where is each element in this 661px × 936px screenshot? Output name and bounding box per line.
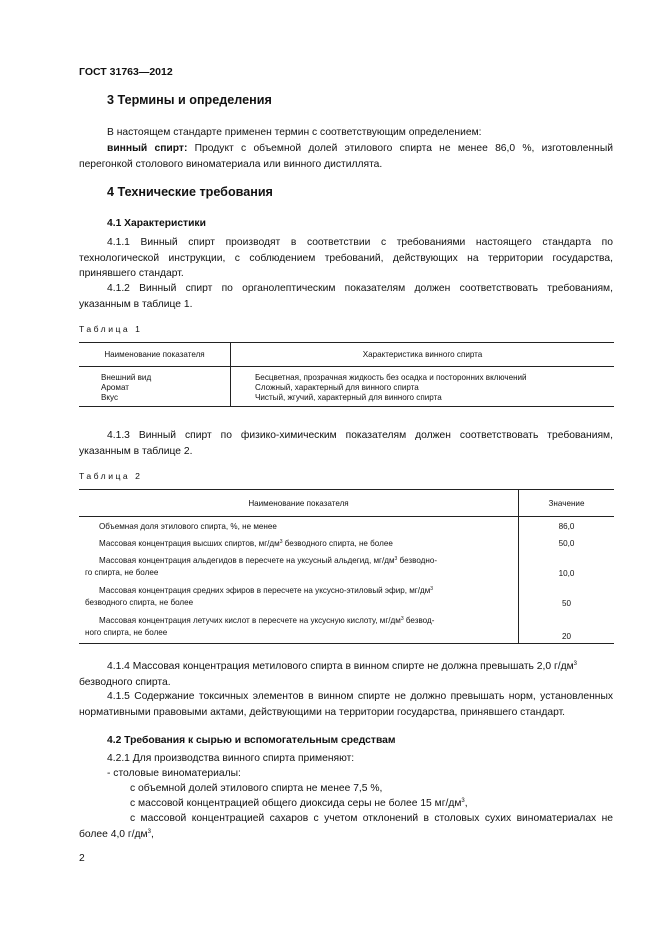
table-2-row-label-cont: безводного спирта, не более [282,539,393,548]
list-heading: - столовые виноматериалы: [107,768,241,779]
table-1-cell: Аромат [79,382,231,393]
list-item-text-end: , [464,798,468,809]
paragraph-4-1-4-text: 4.1.4 Массовая концентрация метилового спирта в винном спирте не должна превышать 2,0 г/дм [107,661,574,672]
section-4-2-title: 4.2 Требования к сырью и вспомогательным средствам [107,735,396,746]
table-2-row-label-cont: безвод- [403,616,435,625]
table-1-caption: Таблица 1 [79,324,143,334]
section-4-title: 4 Технические требования [107,185,273,199]
table-2-row-label: Массовая концентрация альдегидов в пересчете на уксусный альдегид, мг/дм [99,556,395,565]
list-item [130,796,468,812]
list-item-text-end: , [150,828,154,840]
superscript: 3 [573,661,578,667]
paragraph-4-1-3: 4.1.3 Винный спирт по физико-химическим показателям должен соответствовать требованиям, указанным в таблице 2. [79,430,613,457]
table-2-value: 50 [561,599,571,608]
list-item [79,811,613,842]
paragraph-4-1-5: 4.1.5 Содержание токсичных элементов в винном спирте не должно превышать норм, установленных нормативными правовыми актами, действующими на территории государства, принявшего стандарт. [79,691,613,718]
superscript: 3 [279,539,283,545]
table-1-header-indicator: Наименование показателя [79,343,231,367]
table-1-header-characteristic: Характеристика винного спирта [362,350,483,359]
superscript: 3 [430,586,434,592]
list-item-text: с массовой концентрацией общего диоксида серы не более 15 мг/дм [130,798,462,809]
paragraph-4-1-4 [79,659,613,690]
table-2-row-label-line2: го спирта, не более [85,567,159,577]
paragraph-4-1-1: 4.1.1 Винный спирт производят в соответствии с требованиями настоящего стандарта по технологической инструкции, с соблюдением требований, действующих на территории государства, принявшего стандарт. [79,237,613,279]
table-1-cell: Внешний вид [79,367,231,383]
table-2-row-label: Объемная доля этилового спирта, %, не менее [99,522,277,531]
table-2-header-value: Значение [548,498,585,508]
table-1-cell: Сложный, характерный для винного спирта [255,383,419,392]
table-2-row-label: Массовая концентрация высших спиртов, мг/дм [99,539,280,548]
table-1-cell: Чистый, жгучий, характерный для винного спирта [255,393,442,402]
table-2-row-label: Массовая концентрация летучих кислот в пересчете на уксусную кислоту, мг/дм [99,616,401,625]
table-2-row-label-line2: безводного спирта, не более [85,597,194,607]
paragraph-4-1-4-text-cont: безводного спирта. [79,676,171,688]
superscript: 3 [461,798,465,804]
table-2-header-indicator: Наименование показателя [79,490,519,517]
table-2-row-label-cont: безводно- [397,556,438,565]
table-2-row-label: Массовая концентрация средних эфиров в пересчете на уксусно-этиловый эфир, мг/дм [99,586,431,595]
page-number: 2 [79,853,85,864]
list-item-text: с массовой концентрацией сахаров с учетом отклонений в столовых сухих виноматериалах не более 4,0 г/дм [79,813,613,840]
paragraph-4-1-2: 4.1.2 Винный спирт по органолептическим показателям должен соответствовать требованиям, указанным в таблице 1. [79,283,613,310]
table-row [79,554,519,584]
term: винный спирт: [107,143,188,154]
table-row [79,535,519,554]
table-2-value: 50,0 [558,539,575,548]
table-2-caption: Таблица 2 [79,471,143,481]
table-2-value: 86,0 [558,522,575,531]
table-1-cell: Вкус [79,393,231,406]
section-4-1-title: 4.1 Характеристики [107,218,206,229]
superscript: 3 [394,556,398,562]
superscript: 3 [147,828,151,835]
table-2-value: 10,0 [558,569,575,578]
standard-header: ГОСТ 31763—2012 [79,66,173,78]
list-item: с объемной долей этилового спирта не менее 7,5 %, [130,783,383,794]
superscript: 3 [400,616,404,622]
table-row [79,584,519,614]
table-2-row-label-line2: ного спирта, не более [85,627,168,637]
table-1 [79,342,614,407]
table-row [79,614,519,644]
term-definition [79,141,613,172]
table-2-value: 20 [561,632,571,641]
table-1-cell: Бесцветная, прозрачная жидкость без осадка и посторонних включений [255,373,527,382]
table-2 [79,489,614,644]
section-3-title: 3 Термины и определения [107,93,272,107]
table-row [79,517,519,536]
definition-text: Продукт с объемной долей этилового спирта не менее 86,0 %, изготовленный перегонкой столового виноматериала или винного дистиллята. [79,143,613,170]
section-3-intro: В настоящем стандарте применен термин с соответствующим определением: [107,127,482,138]
paragraph-4-2-1: 4.2.1 Для производства винного спирта применяют: [107,753,355,764]
